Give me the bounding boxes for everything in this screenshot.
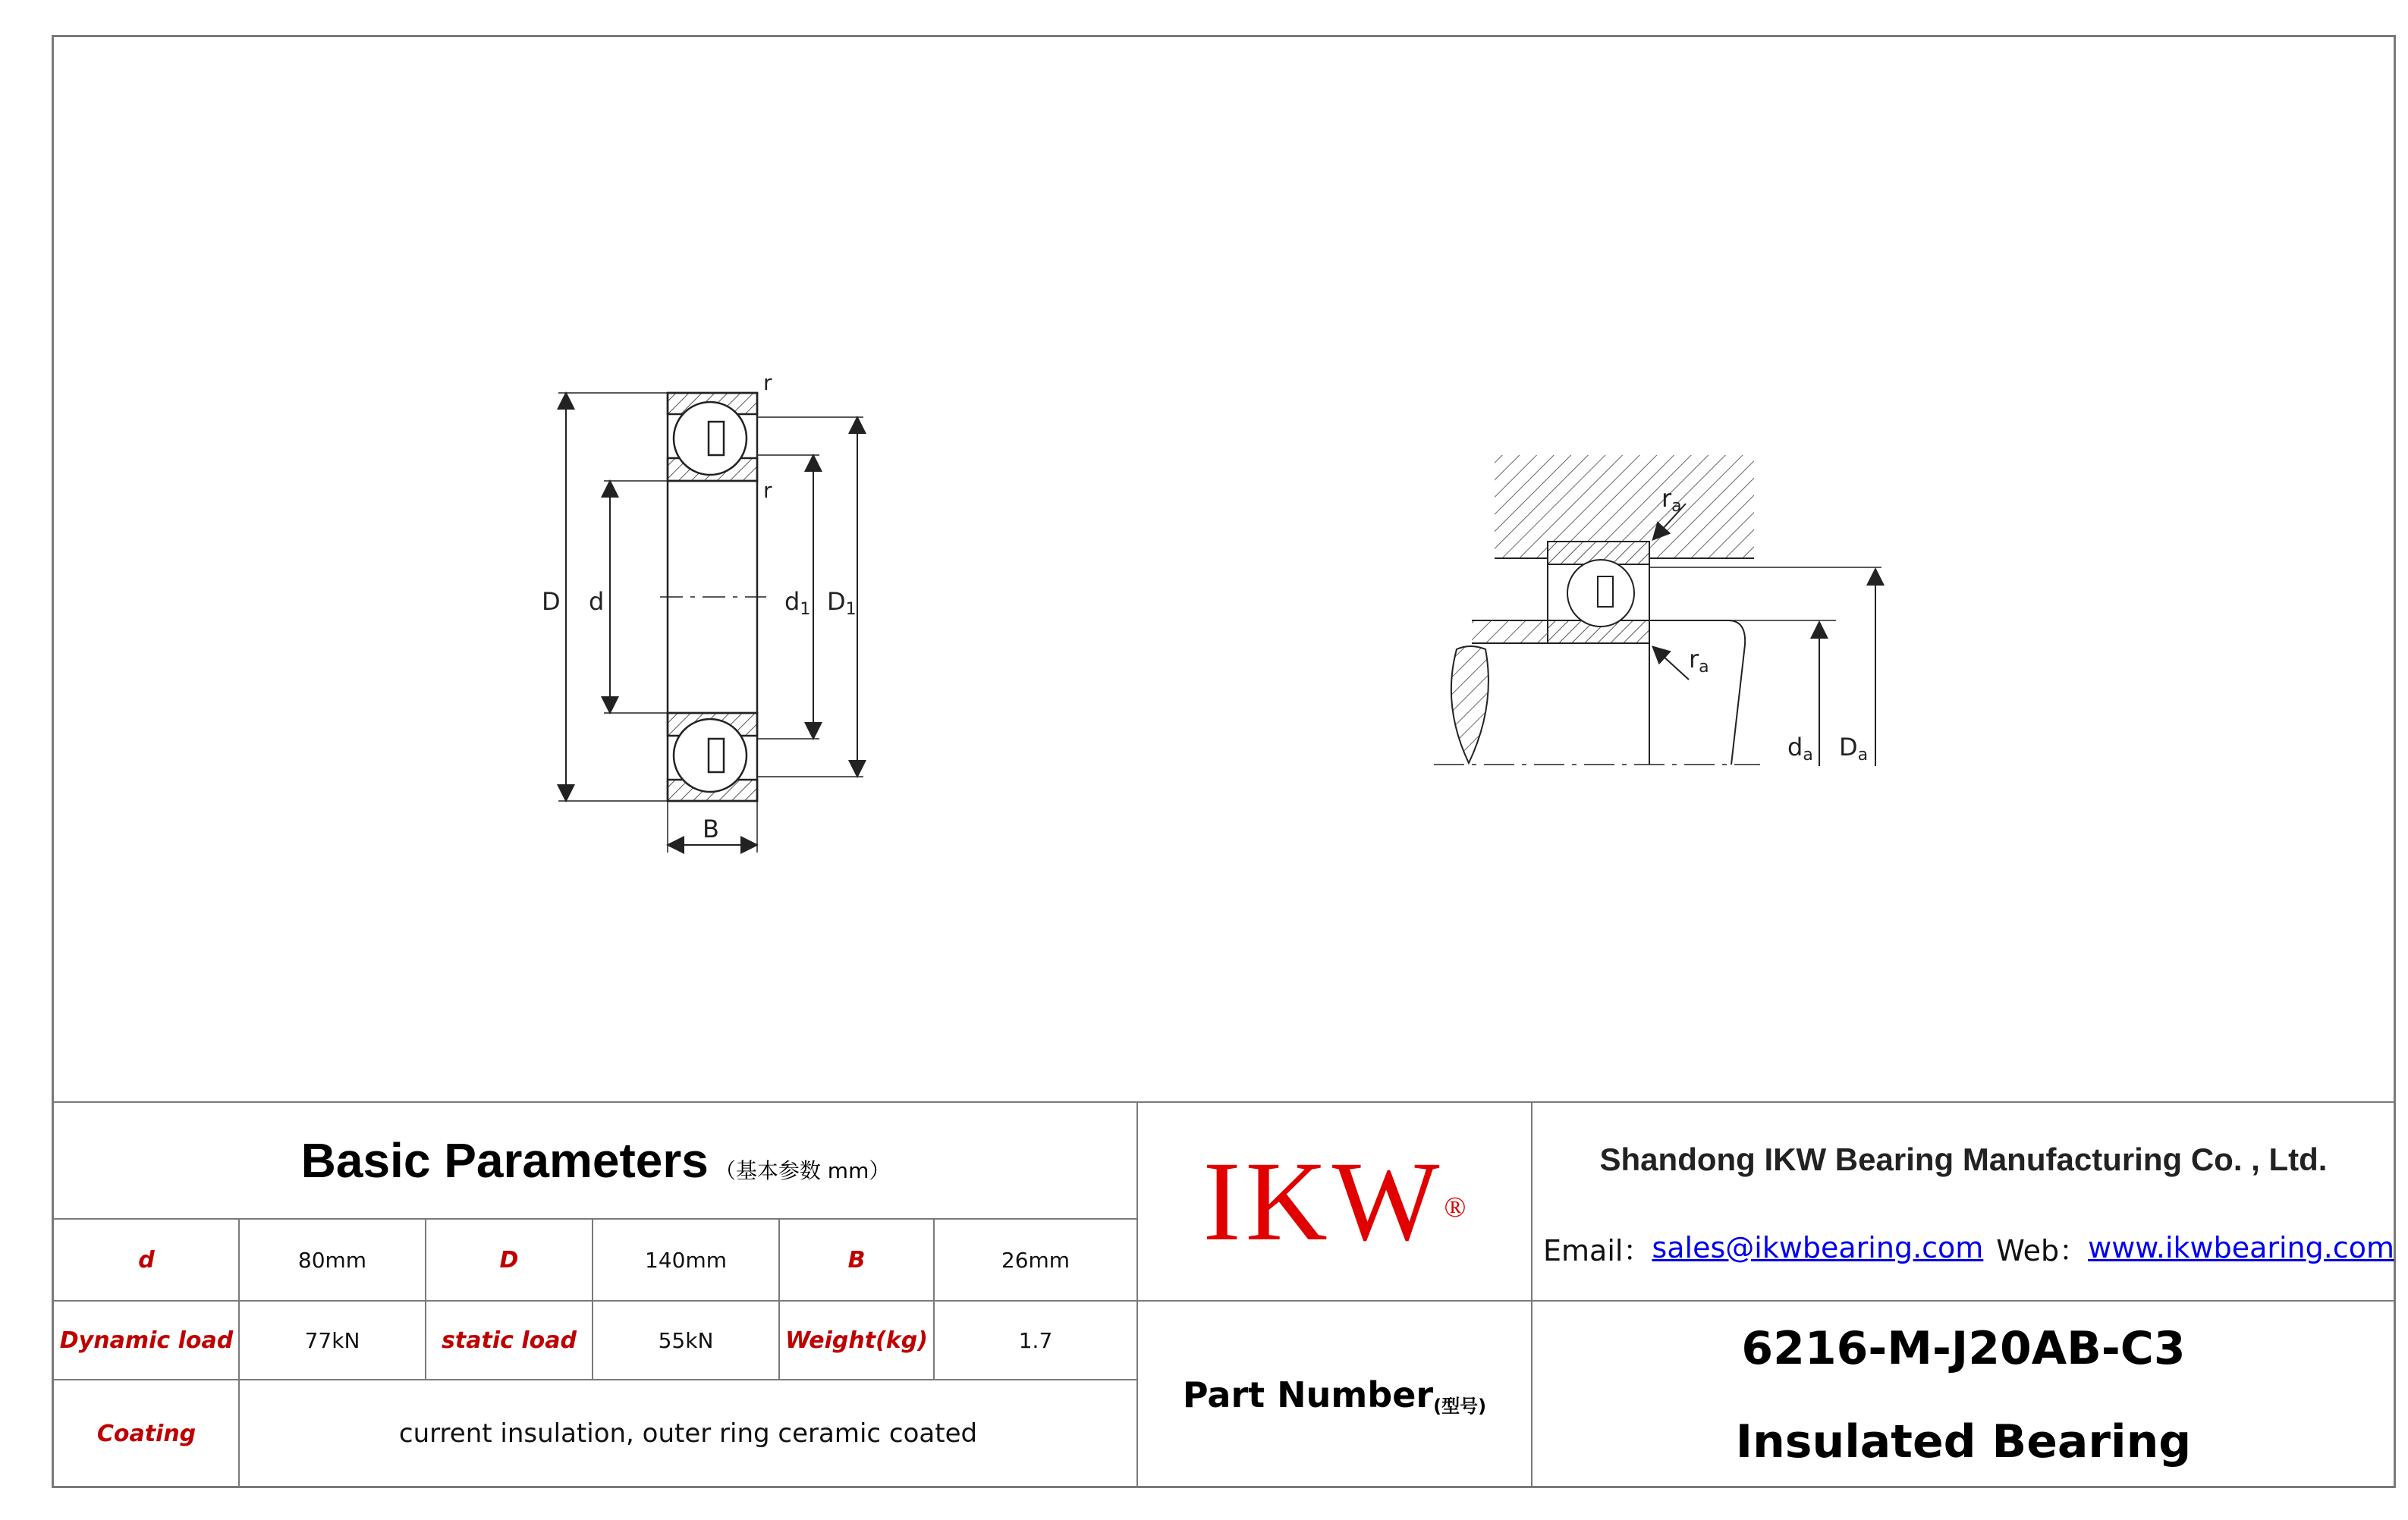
basic-parameters-header: [55, 1103, 1136, 1218]
part-number-label: Part Number: [1182, 1374, 1434, 1415]
dim-d1-label: d1: [784, 587, 811, 619]
coating-value: current insulation, outer ring ceramic coated: [398, 1418, 978, 1449]
param-d-value: 80mm: [297, 1247, 367, 1273]
radius-ra-bottom-label: ra: [1689, 645, 1709, 677]
basic-parameters-title: Basic Parameters: [300, 1133, 709, 1188]
static-load-label: static load: [442, 1327, 577, 1354]
part-number-value: 6216-M-J20AB-C3: [1741, 1322, 2186, 1375]
logo-text: IKW: [1202, 1138, 1444, 1264]
dim-da-label: da: [1787, 733, 1813, 765]
param-B-label: B: [847, 1246, 866, 1273]
company-logo: [1138, 1103, 1531, 1300]
part-number-label-sub: (型号): [1433, 1395, 1487, 1417]
web-label: Web：: [1996, 1233, 2089, 1267]
company-name: Shandong IKW Bearing Manufacturing Co. , Ltd.: [1599, 1142, 2328, 1177]
coating-label: Coating: [96, 1420, 196, 1447]
dim-B-label: B: [703, 815, 719, 843]
dim-d-label: d: [589, 587, 605, 616]
bearing-section-view: [558, 393, 863, 853]
registered-mark: ®: [1444, 1192, 1466, 1223]
dim-D-label: D: [542, 587, 561, 616]
bearing-type: Insulated Bearing: [1735, 1415, 2192, 1468]
part-number-label-cell: [1138, 1302, 1531, 1488]
param-D-value: 140mm: [645, 1247, 727, 1273]
basic-parameters-unit: （基本参数 mm）: [714, 1158, 891, 1183]
dim-D1-label: D1: [827, 587, 857, 619]
static-load-value: 55kN: [658, 1327, 714, 1353]
email-link[interactable]: sales@ikwbearing.com: [1652, 1231, 1984, 1264]
dynamic-load-label: Dynamic load: [59, 1327, 234, 1354]
radius-r-mid-label: r: [763, 478, 772, 503]
company-contact: [1533, 1206, 2394, 1289]
weight-label: Weight(kg): [785, 1327, 928, 1354]
radius-ra-top-label: ra: [1661, 484, 1682, 516]
email-label: Email：: [1543, 1233, 1652, 1267]
radius-r-top-label: r: [763, 370, 772, 395]
bearing-mounting-view: [1434, 455, 1881, 766]
web-link[interactable]: www.ikwbearing.com: [2088, 1231, 2394, 1264]
param-D-label: D: [499, 1246, 519, 1273]
weight-value: 1.7: [1018, 1327, 1053, 1353]
dynamic-load-value: 77kN: [304, 1327, 360, 1353]
dim-Da-label: Da: [1839, 733, 1869, 765]
param-d-label: d: [138, 1246, 155, 1273]
param-B-value: 26mm: [1001, 1247, 1070, 1273]
